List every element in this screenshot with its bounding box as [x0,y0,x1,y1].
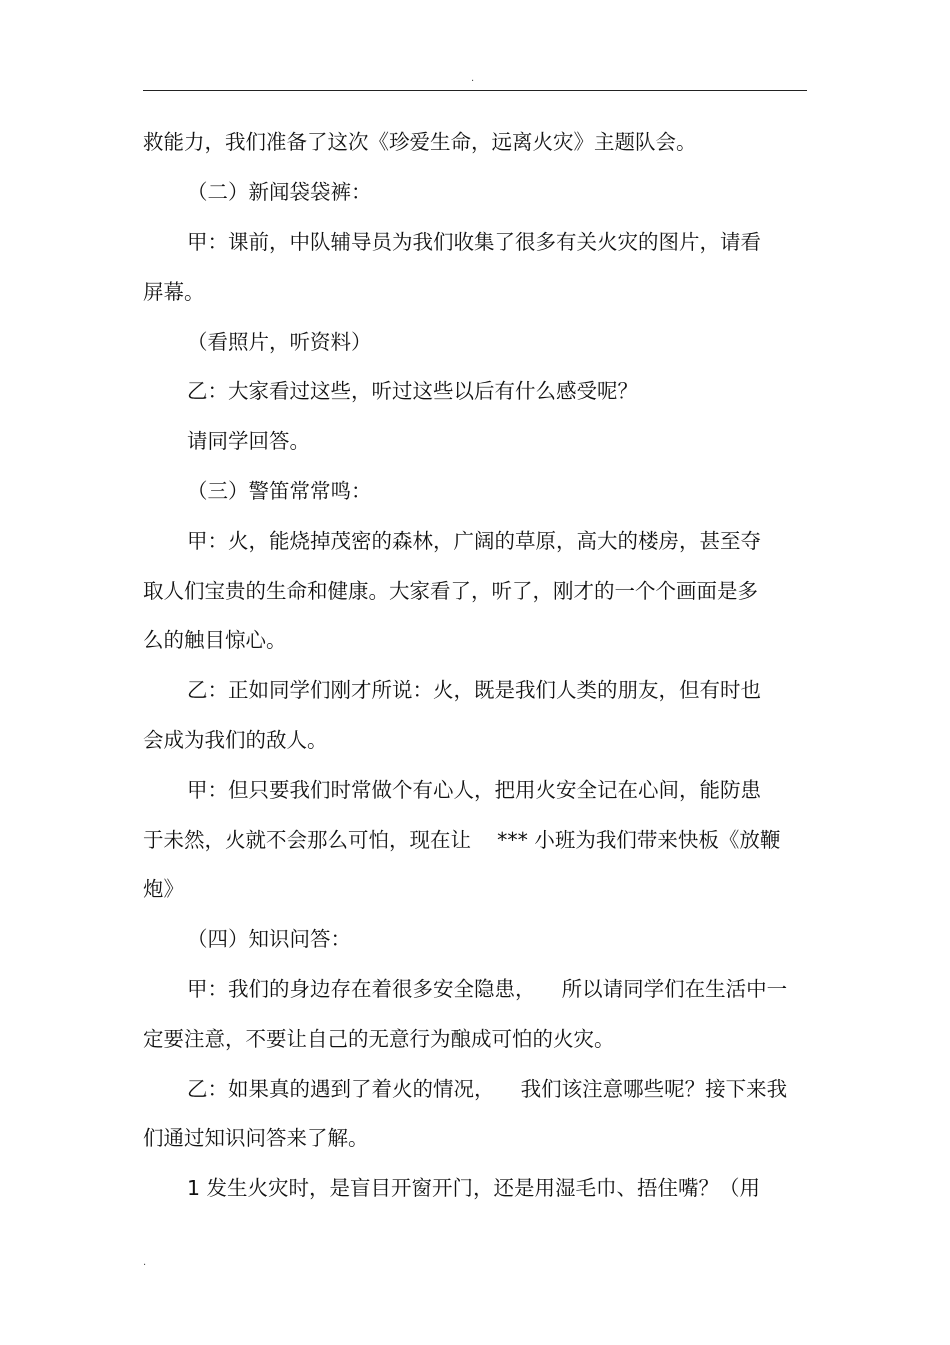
section-heading-2: （二）新闻袋袋裤： [187,180,372,204]
paragraph-line-15: 于未然，火就不会那么可怕，现在让 *** 小班为我们带来快板《放鞭 [143,828,781,852]
header-rule [143,90,807,91]
paragraph-line-20: 乙：如果真的遇到了着火的情况， 我们该注意哪些呢？接下来我 [187,1077,788,1101]
paragraph-line-4: 屏幕。 [143,280,205,304]
paragraph-line-9: 甲：火，能烧掉茂密的森林，广阔的草原，高大的楼房，甚至夺 [187,529,761,553]
paragraph-line-13: 会成为我们的敌人。 [143,728,328,752]
paragraph-line-3: 甲：课前，中队辅导员为我们收集了很多有关火灾的图片，请看 [187,230,761,254]
paragraph-line-7: 请同学回答。 [187,429,310,453]
section-heading-3: （三）警笛常常鸣： [187,479,372,503]
paragraph-line-12: 乙：正如同学们刚才所说：火，既是我们人类的朋友，但有时也 [187,678,761,702]
paragraph-line-11: 么的触目惊心。 [143,628,287,652]
paragraph-line-21: 们通过知识问答来了解。 [143,1126,369,1150]
paragraph-line-16: 炮》 [143,877,184,901]
paragraph-line-19: 定要注意，不要让自己的无意行为酿成可怕的火灾。 [143,1027,615,1051]
paragraph-line-22: 1 发生火灾时，是盲目开窗开门，还是用湿毛巾、捂住嘴？（用 [187,1176,761,1200]
paragraph-line-14: 甲：但只要我们时常做个有心人，把用火安全记在心间，能防患 [187,778,761,802]
paragraph-line-10: 取人们宝贵的生命和健康。大家看了，听了，刚才的一个个画面是多 [143,579,758,603]
section-heading-4: （四）知识问答： [187,927,351,951]
paragraph-line-18: 甲：我们的身边存在着很多安全隐患， 所以请同学们在生活中一 [187,977,788,1001]
paragraph-line-1: 救能力，我们准备了这次《珍爱生命，远离火灾》主题队会。 [143,130,697,154]
paragraph-line-5: （看照片，听资料） [187,330,372,354]
paragraph-line-6: 乙：大家看过这些，听过这些以后有什么感受呢？ [187,379,638,403]
footer-mark: . [143,1257,147,1268]
header-mark: . [471,73,475,84]
